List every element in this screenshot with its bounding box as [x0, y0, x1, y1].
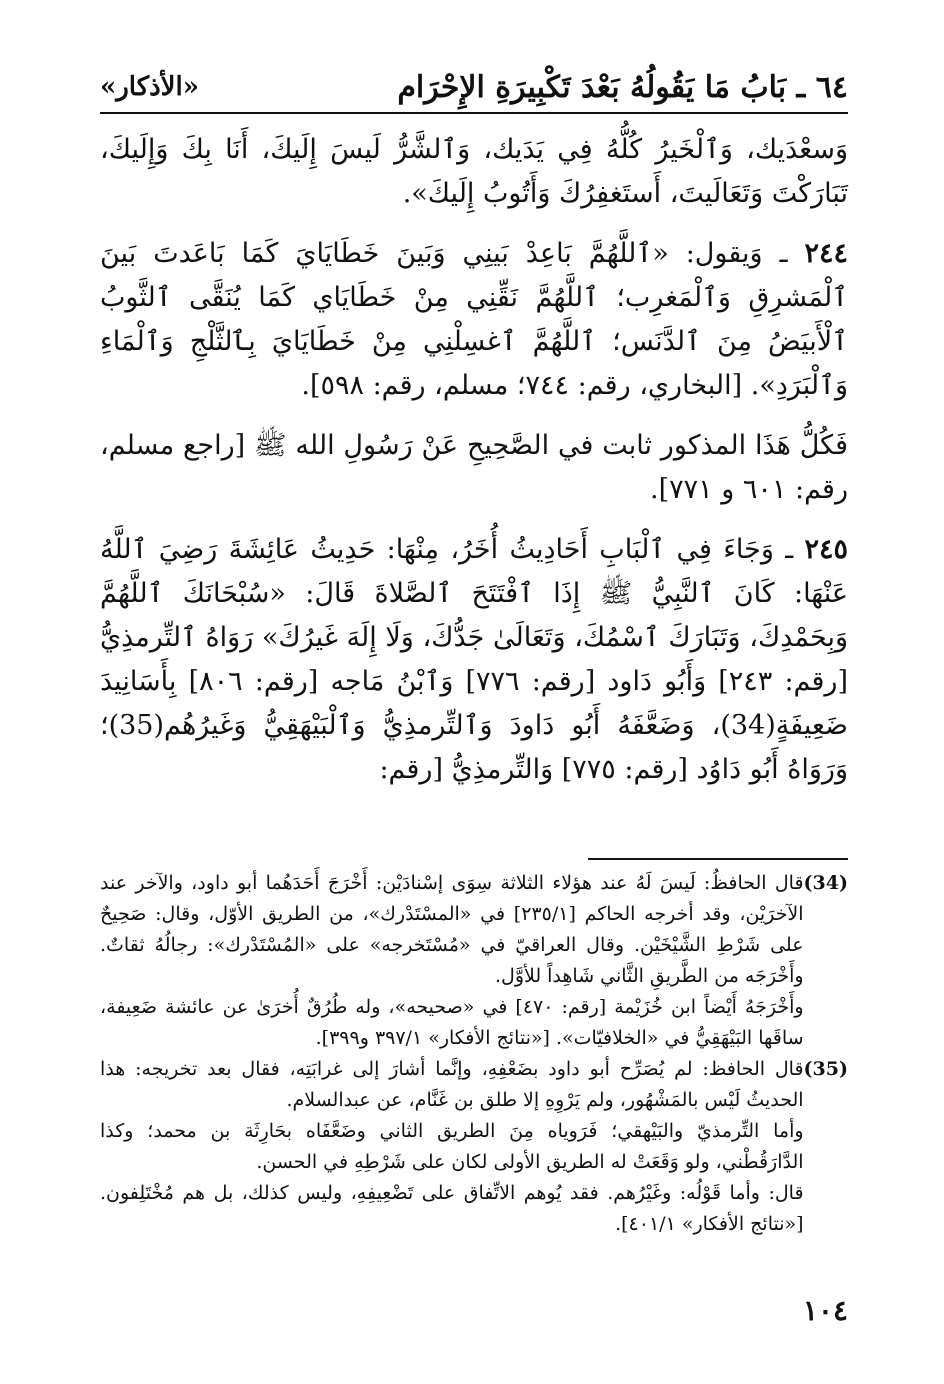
footnote-line: قال الحافظُ: لَيسَ لَهُ عند هؤلاء الثلاثة سِوَى إسْنادَيْن: أَخْرَجَ أَحَدَهُما أبو داود، والآخر عند الآخرَيْن، وقد أخرجه الحاكم [٢٣٥/١] في «المسْتَدْرك»، من الطريق الأوّل، وقال: صَحِيحٌ على شَرْطِ الشَّيْخَيْن. وقال العراقيّ في «مُسْتَخرجه» على «المُسْتَدْرك»: رجالُهُ ثقاتٌ. وأَخْرَجَه من الطَّريقِ الثَّاني شَاهِداً للأوَّل. — [100, 872, 804, 987]
footnotes — [100, 868, 848, 1240]
paragraph-text: فَكُلُّ هَذَا المذكور ثابت في الصَّحِيحِ عَنْ رَسُولِ الله ﷺ [راجع مسلم، رقم: ٦٠١ و ٧٧١]. — [100, 430, 848, 505]
footnote-line: قال: وأما قَوْلُه: وغَيْرُهم. فقد يُوهم الاتِّفاق على تَضْعِيفِهِ، وليس كذلك، بل هم مُخْتَلِفون. [«نتائج الأفكار» ٤٠١/١]. — [100, 1182, 804, 1235]
footnote-line: وأما التِّرمذيّ والبَيْهقي؛ فَرَوياه مِنَ الطريق الثاني وضَعَّفَاه بحَارِثَة بن محمد؛ وكذا الدَّارَقُطْني، ولو وَقَعَتْ له الطريق الأولى لكان على شَرْطِهِ في الحسن. — [100, 1120, 804, 1173]
footnote-line: قال الحافظ: لم يُصَرِّح أبو داود بضَعْفِهِ، وإنَّما أشارَ إلى غرابَتِه، فقال بعد تخريجه: هذا الحديثُ لَيْس بالمَشْهُور، ولم يَرْوِهِ إلا طلق بن غَنَّام، عن عبدالسلام. — [100, 1058, 804, 1111]
paragraph-text: ـ وَيقول: «ٱللَّهُمَّ بَاعِدْ بَينِي وَبَينَ خَطَايَايَ كَمَا بَاعَدتَ بَينَ ٱلْمَشرِقِ وَٱلْمَغرِب؛ ٱللَّهُمَّ نَقِّنِي مِنْ خَطَايَاي كَمَا يُنَقَّى ٱلثَّوبُ ٱلْأَبيَضُ مِنَ ٱلدَّنَس؛ ٱللَّهُمَّ ٱغسِلْنِي مِنْ خَطَايَايَ بِٱلثَّلْجِ وَٱلْمَاءِ وَٱلْبَرَدِ». [البخاري، رقم: ٧٤٤؛ مسلم، رقم: ٥٩٨]. — [100, 238, 848, 401]
footnote-number: (35) — [803, 1058, 848, 1080]
paragraph-244 — [100, 232, 848, 408]
footnote-body — [100, 868, 804, 1054]
paragraph-continuation — [100, 128, 848, 216]
book-title: «الأذكار» — [100, 72, 199, 102]
footnote-34 — [100, 868, 848, 1054]
footnote-number: (34) — [803, 872, 848, 894]
footnote-body — [100, 1054, 804, 1240]
paragraph-text: وَسعْدَيك، وَٱلْخَيرُ كُلُّهُ فِي يَدَيك، وَٱلشَّرُّ لَيسَ إِلَيكَ، أَنَا بِكَ وَإِلَيكَ، تَبَارَكْتَ وَتَعَالَيتَ، أَستَغفِرُكَ وَأَتُوبُ إِلَيكَ». — [100, 134, 848, 209]
chapter-title: ٦٤ ـ بَابُ مَا يَقُولُهُ بَعْدَ تَكْبِيرَةِ الإِحْرَام — [397, 69, 848, 105]
footnote-line: وأَخْرَجَهُ أَيْضاً ابن خُزَيْمة [رقم: ٤٧٠] في «صحيحه»، وله طُرُقٌ أُخرَىٰ عن عائشة ضَعِيفة، ساقَها البَيْهَقِيُّ في «الخلافيّات». [«نتائج الأفكار» ٣٩٧/١ و٣٩٩]. — [100, 996, 804, 1049]
paragraph-245 — [100, 528, 848, 792]
running-header — [100, 62, 848, 114]
hadith-number: ٢٤٤ — [804, 238, 848, 269]
main-text — [100, 128, 848, 808]
page-number: ١٠٤ — [802, 1294, 848, 1327]
paragraph-summary — [100, 424, 848, 512]
paragraph-text: ـ وَجَاءَ فِي ٱلْبَابِ أَحَادِيثُ أُخَرُ، مِنْهَا: حَدِيثُ عَائِشَةَ رَضِيَ ٱللَّهُ عَنْهَا: كَانَ ٱلنَّبِيُّ ﷺ إِذَا ٱفْتَتَحَ ٱلصَّلاةَ قَالَ: «سُبْحَانَكَ ٱللَّهُمَّ وَبِحَمْدِكَ، وَتَبَارَكَ ٱسْمُكَ، وَتَعَالَىٰ جَدُّكَ، وَلَا إِلَهَ غَيرُكَ» رَوَاهُ ٱلتِّرمذِيُّ [رقم: ٢٤٣] وَأَبُو دَاود [رقم: ٧٧٦] وَٱبْنُ مَاجه [رقم: ٨٠٦] بِأَسَانِيدَ ضَعِيفَةٍ(34)، وَضَعَّفَهُ أَبُو دَاودَ وَٱلتِّرمذِيُّ وَٱلْبَيْهَقِيُّ وَغَيرُهُم(35)؛ وَرَوَاهُ أَبُو دَاوُد [رقم: ٧٧٥] وَالتِّرمذِيُّ [رقم: — [100, 534, 848, 785]
footnote-35 — [100, 1054, 848, 1240]
footnote-divider — [588, 858, 848, 860]
hadith-number: ٢٤٥ — [804, 534, 848, 565]
